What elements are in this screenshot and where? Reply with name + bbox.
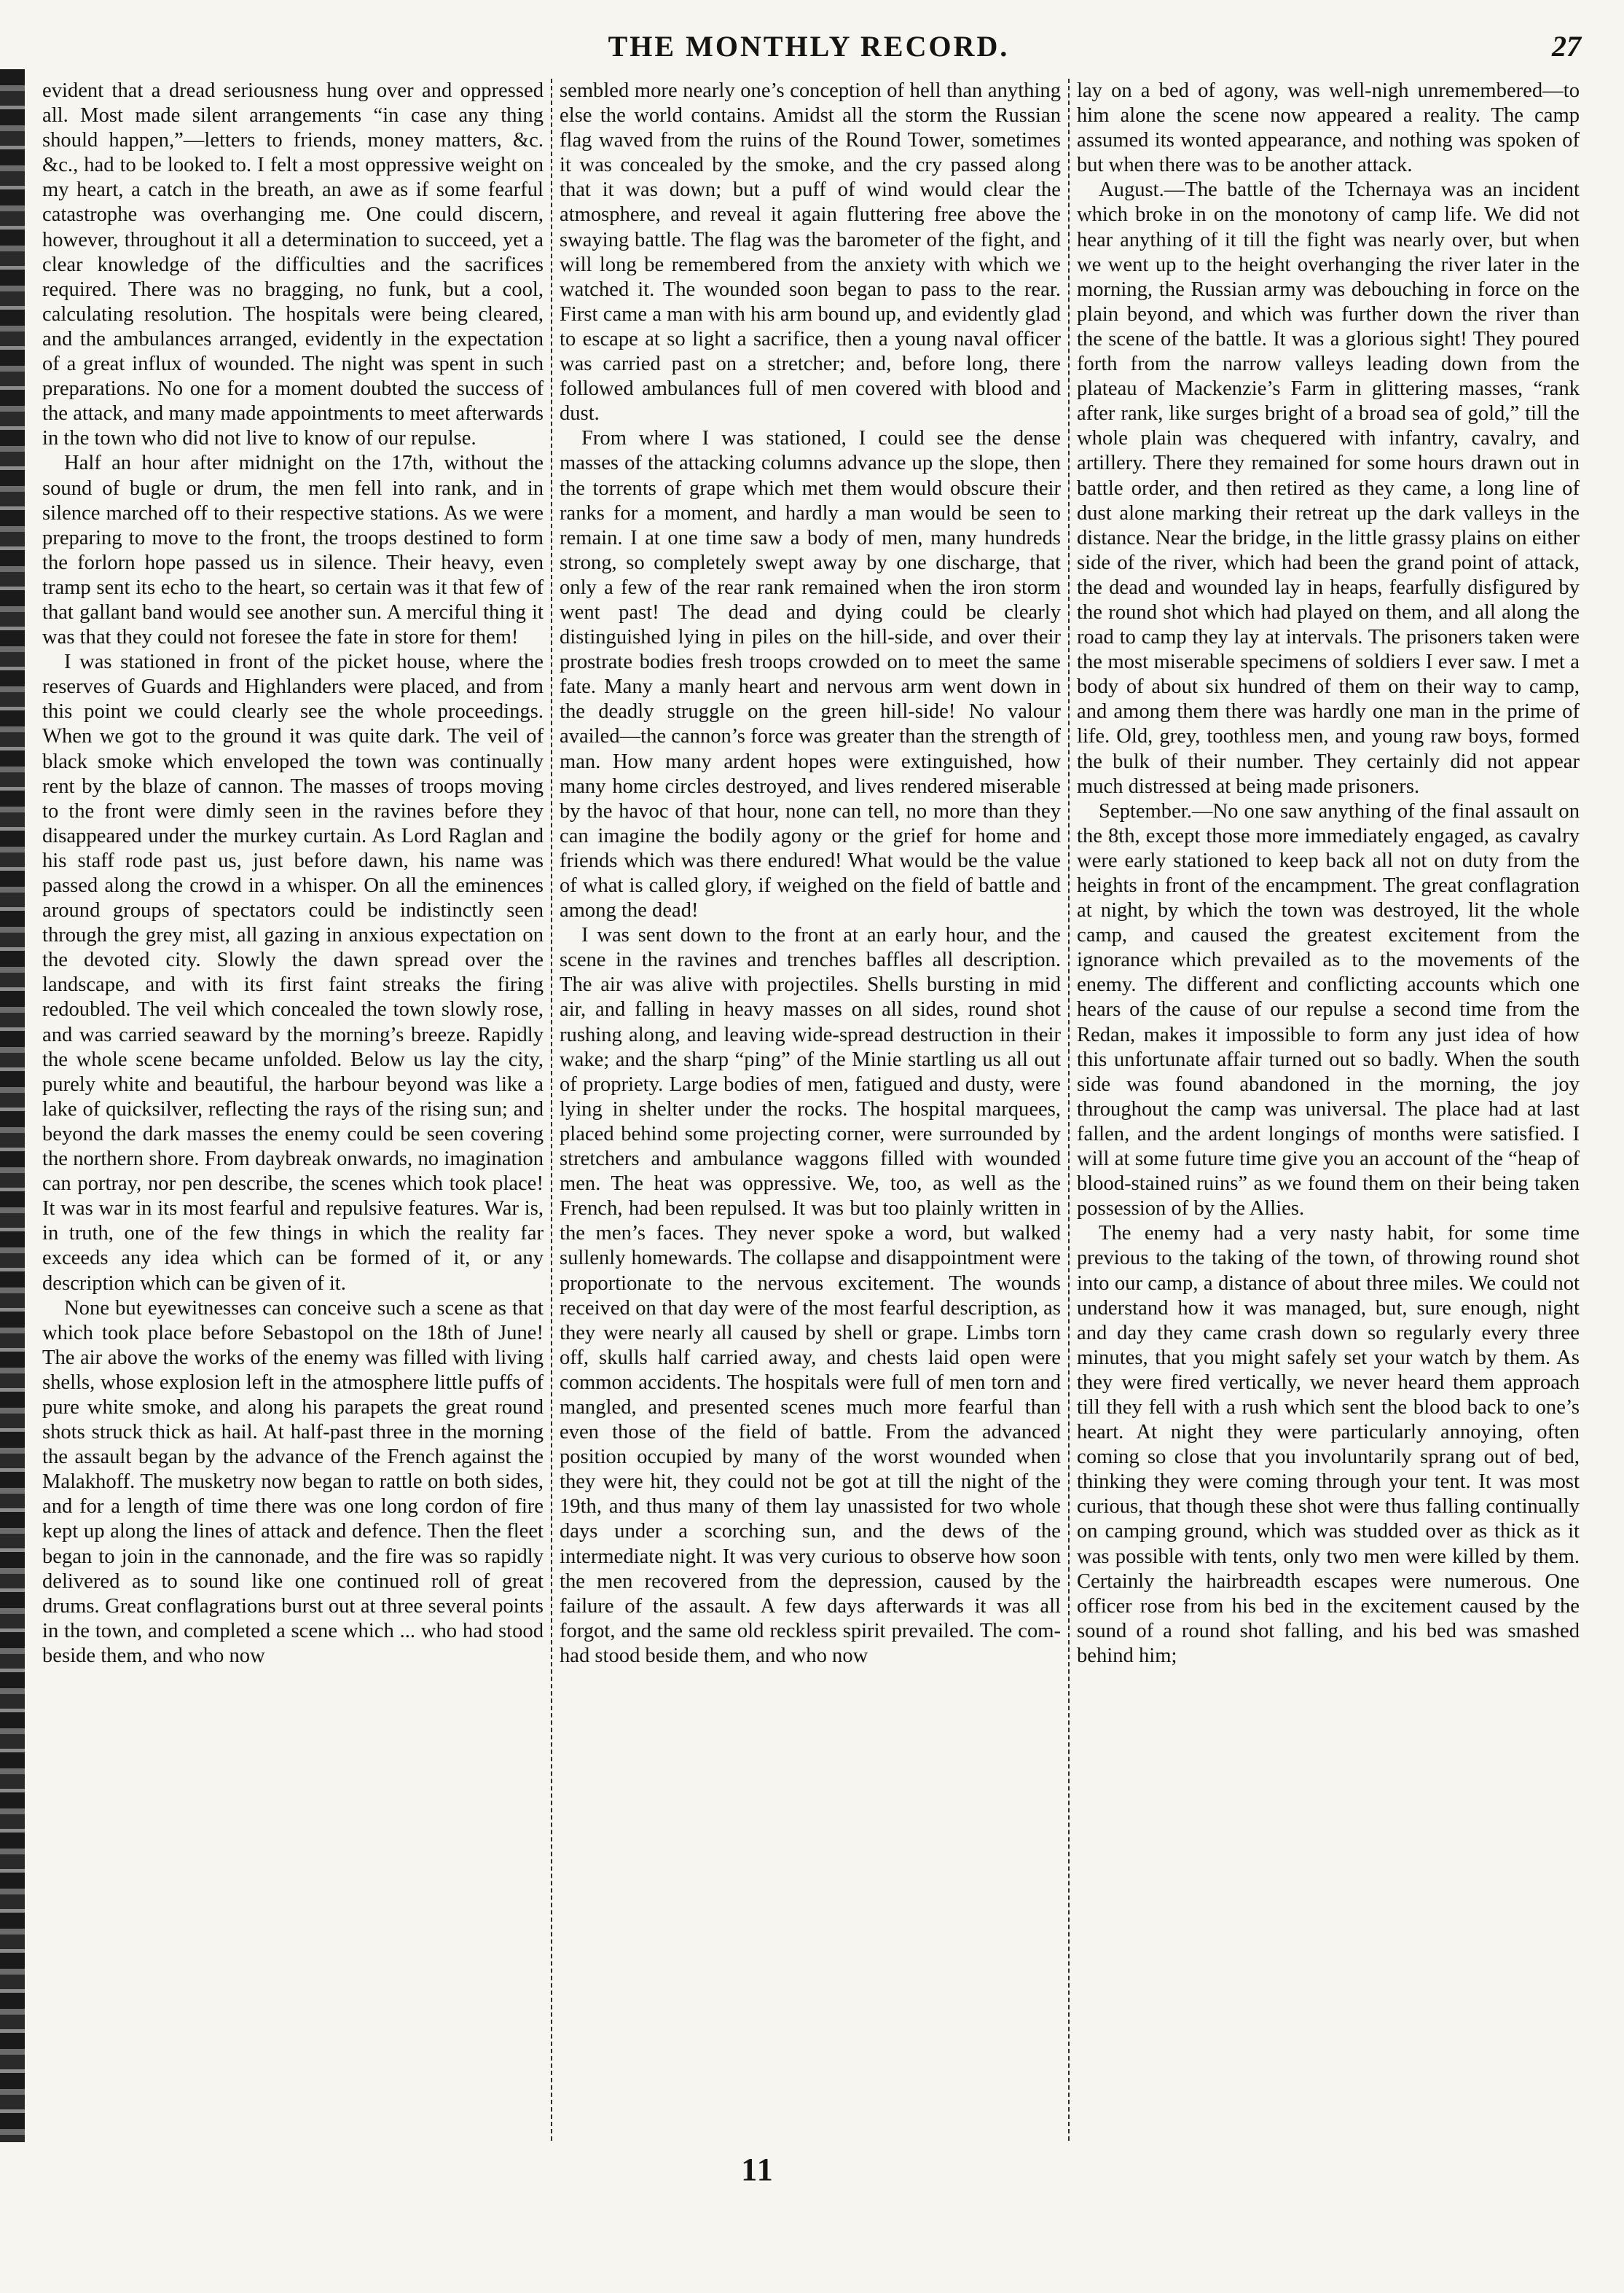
- signature-mark: 11: [741, 2152, 774, 2187]
- column-3: [1070, 79, 1587, 2141]
- text-columns: [35, 79, 1594, 2141]
- paragraph: evident that a dread seriousness hung over and oppressed all. Most made silent arrangements “in case any thing should happen,”—letters to friends, money matters, &c. &c., had to be looked to. I felt a most oppressive weight on my heart, a catch in the breath, an awe as if some fearful catastrophe was overhanging me. One could discern, however, throughout it all a determination to succeed, yet a clear knowledge of the difficulties and the sacrifices required. There was no bragging, no funk, but a cool, calculating resolution. The hospitals were being cleared, and the ambulances arranged, evidently in the expectation of a great influx of wounded. The night was spent in such preparations. No one for a moment doubted the success of the attack, and many made appointments to meet afterwards in the town who did not live to know of our repulse.: [42, 79, 544, 450]
- page-header: [29, 22, 1596, 73]
- page-number: 27: [1552, 30, 1581, 63]
- paragraph: sembled more nearly one’s conception of hell than anything else the world contains. Amidst all the storm the Russian flag waved from the ruins of the Round Tower, sometimes it was concealed by the smoke, and the cry passed along that it was down; but a puff of wind would clear the atmosphere, and reveal it again fluttering free above the swaying battle. The flag was the barometer of the fight, and will long be remembered from the anxiety with which we watched it. The wounded soon began to pass to the rear. First came a man with his arm bound up, and evidently glad to escape at so light a sacrifice, then a young naval officer was carried past on a stretcher; and, before long, there followed ambulances full of men covered with blood and dust.: [560, 79, 1061, 426]
- paragraph: lay on a bed of agony, was well-nigh unremembered—to him alone the scene now appeared a reality. The camp assumed its wonted appearance, and nothing was spoken of but when there was to be another attack.: [1077, 79, 1580, 177]
- paragraph: Half an hour after midnight on the 17th, without the sound of bugle or drum, the men fell into rank, and in silence marched off to their respective stations. As we were preparing to move to the front, the troops destined to form the forlorn hope passed us in silence. Their heavy, even tramp sent its echo to the heart, so certain was it that few of that gallant band would see another sun. A merciful thing it was that they could not foresee the fate in store for them!: [42, 452, 544, 649]
- paragraph: From where I was stationed, I could see the dense masses of the attacking columns advance up the slope, then the torrents of grape which met them would obscure their ranks for a moment, and hardly a man would be seen to remain. I at one time saw a body of men, many hundreds strong, so completely swept away by one discharge, that only a few of the rear rank remained when the iron storm went past! The dead and dying could be clearly distinguished lying in piles on the hill-side, and over their prostrate bodies fresh troops crowded on to meet the same fate. Many a manly heart and nervous arm went down in the deadly struggle on the green hill-side! No valour availed—the cannon’s force was greater than the strength of man. How many ardent hopes were extinguished, how many home circles destroyed, and lives rendered miserable by the havoc of that hour, none can tell, no more than they can imagine the bodily agony or the grief for home and friends which was there endured! What would be the value of what is called glory, if weighed on the field of battle and among the dead!: [560, 427, 1061, 922]
- paragraph: None but eyewitnesses can conceive such a scene as that which took place before Sebastopol on the 18th of June! The air above the works of the enemy was filled with living shells, whose explosion left in the atmosphere little puffs of pure white smoke, and along his parapets the great round shots struck thick as hail. At half-past three in the morning the assault began by the advance of the French against the Malakhoff. The musketry now began to rattle on both sides, and for a length of time there was one long cordon of fire kept up along the lines of attack and defence. Then the fleet began to join in the cannonade, and the fire was so rapidly delivered as to sound like one continued roll of great drums. Great conflagrations burst out at three several points in the town, and completed a scene which ... who had stood beside them, and who now: [42, 1296, 544, 1667]
- paragraph: August.—The battle of the Tchernaya was an incident which broke in on the monotony of camp life. We did not hear anything of it till the fight was nearly over, but when we went up to the height overhanging the river later in the morning, the Russian army was debouching in force on the plain beyond, and which was further down the river than the scene of the battle. It was a glorious sight! They poured forth from the narrow valleys leading down from the plateau of Mackenzie’s Farm in glittering masses, “rank after rank, like surges bright of a broad sea of gold,” till the whole plain was chequered with infantry, cavalry, and artillery. There they remained for some hours drawn out in battle order, and then retired as they came, a long line of dust alone marking their retreat up the dark valleys in the distance. Near the bridge, in the little grassy plains on either side of the river, which had been the grand point of attack, the dead and wounded lay in heaps, fearfully disfigured by the round shot which had played on them, and all along the road to camp they lay at intervals. The prisoners taken were the most miserable specimens of soldiers I ever saw. I met a body of about six hundred of them on their way to camp, and among them there was hardly one man in the prime of life. Old, grey, toothless men, and young raw boys, formed the bulk of their number. They certainly did not appear much distressed at being made prisoners.: [1077, 179, 1580, 798]
- column-1: [35, 79, 552, 2141]
- paragraph: I was sent down to the front at an early hour, and the scene in the ravines and trenches baffles all description. The air was alive with projectiles. Shells bursting in mid air, and falling in heavy masses on all sides, round shot rushing along, and leaving wide-spread destruction in their wake; and the sharp “ping” of the Minie startling us all out of propriety. Large bodies of men, fatigued and dusty, were lying in shelter under the rocks. The hospital marquees, placed behind some projecting corner, were surrounded by stretchers and ambulance waggons filled with wounded men. The heat was oppressive. We, too, as well as the French, had been repulsed. It was but too plainly written in the men’s faces. They never spoke a word, but walked sullenly homewards. The collapse and disappointment were proportionate to the nervous excitement. The wounds received on that day were of the most fearful description, as they were nearly all caused by shell or grape. Limbs torn off, skulls half carried away, and chests laid open were common accidents. The hospitals were full of men torn and mangled, and presented scenes much more fearful than even those of the field of battle. From the advanced position occupied by many of the worst wounded when they were hit, they could not be got at till the night of the 19th, and thus many of them lay unassisted for two whole days under a scorching sun, and the dews of the intermediate night. It was very curious to observe how soon the men recovered from the depression, caused by the failure of the assault. A few days afterwards it was all forgot, and the same old reckless spirit prevailed. The com- had stood beside them, and who now: [560, 924, 1061, 1667]
- column-2: [552, 79, 1070, 2141]
- paragraph: I was stationed in front of the picket house, where the reserves of Guards and Highlanders were placed, and from this point we could clearly see the whole proceedings. When we got to the ground it was quite dark. The veil of black smoke which enveloped the town was continually rent by the blaze of cannon. The masses of troops moving to the front were dimly seen in the ravines before they disappeared under the murkey curtain. As Lord Raglan and his staff rode past us, just before dawn, his name was passed along the crowd in a whisper. On all the eminences around groups of spectators could be indistinctly seen through the grey mist, all gazing in anxious expectation on the devoted city. Slowly the dawn spread over the landscape, and with its first faint streaks the firing redoubled. The veil which concealed the town slowly rose, and was carried seaward by the morning’s breeze. Rapidly the whole scene became unfolded. Below us lay the city, purely white and beautiful, the harbour beyond was like a lake of quicksilver, reflecting the rays of the rising sun; and beyond the dark masses the enemy could be seen covering the northern shore. From daybreak onwards, no imagination can portray, nor pen describe, the scenes which took place! It was war in its most fearful and repulsive features. War is, in truth, one of the few things in which the reality far exceeds any idea which can be formed of it, or any description which can be given of it.: [42, 651, 544, 1295]
- binding-edge: [0, 69, 25, 2142]
- running-head: THE MONTHLY RECORD.: [608, 30, 1010, 63]
- paragraph: September.—No one saw anything of the final assault on the 8th, except those more immediately engaged, as cavalry were early stationed to keep back all not on duty from the heights in front of the encampment. The great conflagration at night, by which the town was destroyed, lit the whole camp, and caused the greatest excitement from the ignorance which prevailed as to the movements of the enemy. The different and conflicting accounts which one hears of the cause of our repulse a second time from the Redan, makes it impossible to form any just idea of how this unfortunate affair turned out so badly. When the south side was found abandoned in the morning, the joy throughout the camp was universal. The place had at last fallen, and the ardent longings of months were satisfied. I will at some future time give you an account of the “heap of blood-stained ruins” as we found them on their being taken possession of by the Allies.: [1077, 799, 1580, 1220]
- paragraph: The enemy had a very nasty habit, for some time previous to the taking of the town, of throwing round shot into our camp, a distance of about three miles. We could not understand how it was managed, but, sure enough, night and day they came crash down so regularly every three minutes, that you might safely set your watch by them. As they were fired vertically, we never heard them approach till they fell with a rush which sent the blood back to one’s heart. At night they were particularly annoying, often coming so close that you involuntarily sprang out of bed, thinking they were coming through your tent. It was most curious, that though these shot were thus falling continually on camping ground, which was studded over as thick as it was possible with tents, only two men were killed by them. Certainly the hairbreadth escapes were numerous. One officer rose from his bed in the excitement caused by the sound of a round shot falling, and his bed was smashed behind him;: [1077, 1222, 1580, 1667]
